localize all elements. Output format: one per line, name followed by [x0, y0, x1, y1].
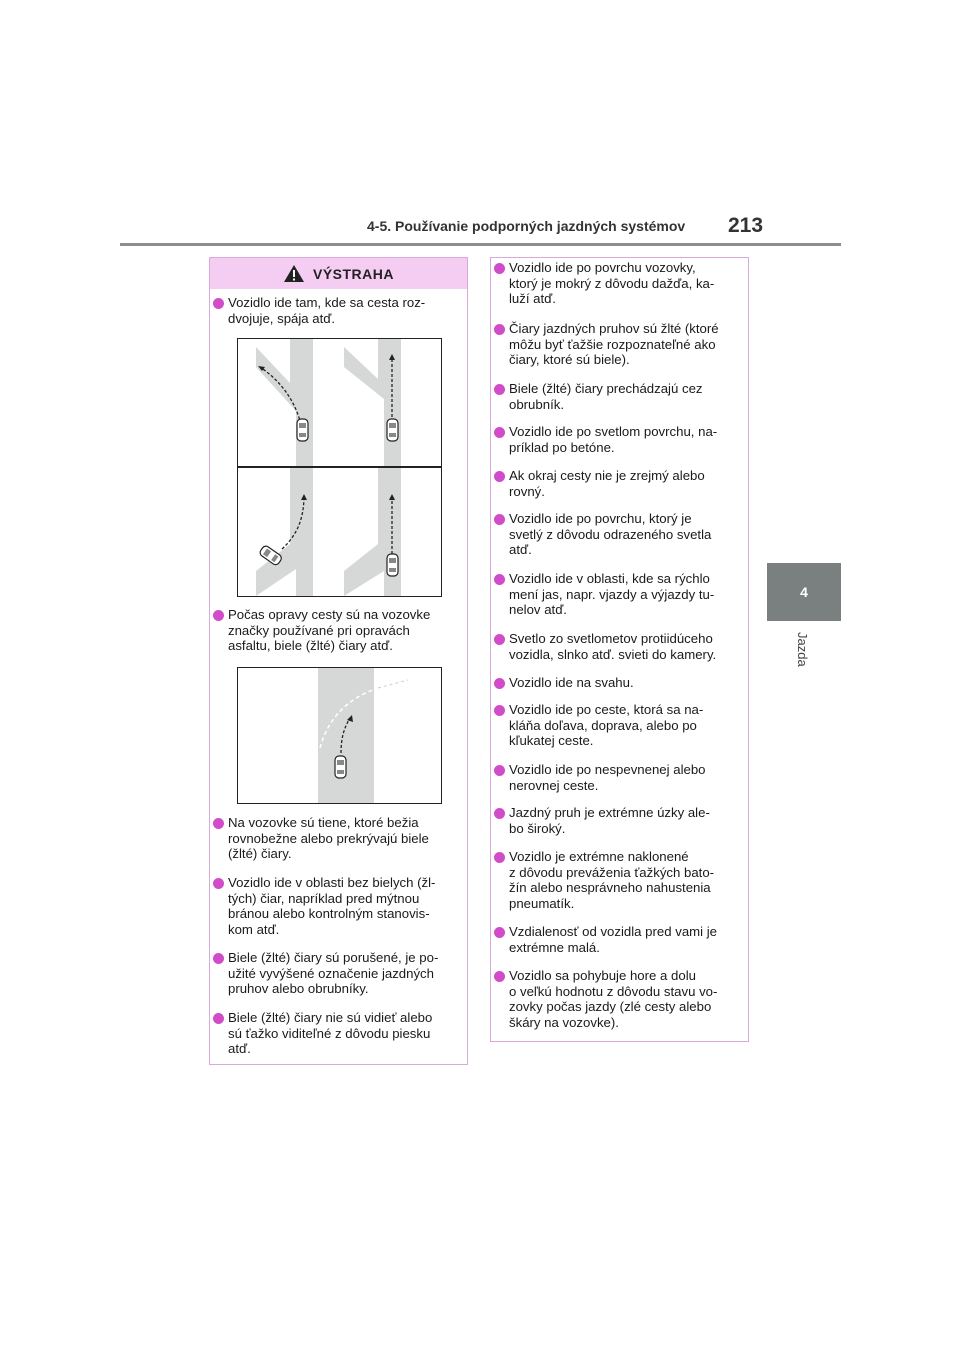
page-number: 213	[728, 214, 764, 237]
bullet-icon	[494, 514, 505, 525]
list-item-text: Počas opravy cesty sú na vozovke značky používané pri opravách asfaltu, biele (žlté) čiary atď.	[228, 607, 431, 653]
warning-title: VÝSTRAHA	[312, 265, 394, 282]
list-item-text: Vozidlo ide po povrchu, ktorý je svetlý z dôvodu odrazeného svetla atď.	[509, 511, 712, 557]
list-item-text: Vozidlo ide v oblasti bez bielych (žl- tých) čiar, napríklad pred mýtnou bránou alebo kontrolným stanovis- kom atď.	[228, 875, 436, 937]
list-item	[213, 1010, 465, 1057]
list-item-text: Vozidlo je extrémne naklonené z dôvodu preváženia ťažkých bato- žín alebo nesprávneho nahustenia pneumatík.	[509, 849, 715, 911]
list-item	[494, 849, 746, 911]
list-item-text: Vozidlo ide po nespevnenej alebo nerovnej ceste.	[509, 762, 706, 793]
list-item-text: Vozidlo ide po povrchu vozovky, ktorý je mokrý z dôvodu dažďa, ka- luží atď.	[509, 260, 715, 306]
list-item	[494, 702, 746, 749]
warning-header	[210, 258, 467, 289]
list-item	[494, 924, 746, 955]
list-item	[213, 295, 465, 326]
list-item-text: Čiary jazdných pruhov sú žlté (ktoré môžu byť ťažšie rozpoznateľné ako čiary, ktoré sú biele).	[509, 321, 719, 367]
bullet-icon	[494, 705, 505, 716]
bullet-icon	[494, 574, 505, 585]
list-item-text: Vozidlo sa pohybuje hore a dolu o veľkú hodnotu z dôvodu stavu vo- zovky počas jazdy (zlé cesty alebo škáry na vozovke).	[509, 968, 718, 1030]
bullet-icon	[494, 971, 505, 982]
bullet-icon	[213, 298, 224, 309]
list-item-text: Vozidlo ide po ceste, ktorá sa na- kláňa doľava, doprava, alebo po kľukatej ceste.	[509, 702, 704, 748]
list-item-text: Vzdialenosť od vozidla pred vami je extrémne malá.	[509, 924, 717, 955]
bullet-icon	[213, 953, 224, 964]
bullet-icon	[213, 610, 224, 621]
list-item	[213, 607, 465, 654]
header-divider	[120, 243, 841, 246]
car-icon	[335, 756, 346, 778]
chapter-tab[interactable]	[767, 563, 841, 621]
list-item-text: Vozidlo ide tam, kde sa cesta roz- dvojuje, spája atď.	[228, 295, 426, 326]
bullet-icon	[494, 852, 505, 863]
list-item	[494, 631, 746, 662]
list-item-text: Biele (žlté) čiary nie sú vidieť alebo sú ťažko viditeľné z dôvodu piesku atď.	[228, 1010, 433, 1056]
car-icon	[297, 419, 308, 441]
list-item	[494, 571, 746, 618]
list-item-text: Jazdný pruh je extrémne úzky ale- bo široký.	[509, 805, 710, 836]
bullet-icon	[494, 634, 505, 645]
road-repair-figure	[237, 667, 442, 804]
list-item	[213, 815, 465, 862]
list-item	[494, 260, 746, 307]
lane-split-figure	[237, 338, 442, 597]
list-item-text: Na vozovke sú tiene, ktoré bežia rovnobežne alebo prekrývajú biele (žlté) čiary.	[228, 815, 429, 861]
bullet-icon	[494, 927, 505, 938]
chapter-number: 4	[800, 584, 808, 600]
section-title: 4-5. Používanie podporných jazdných systémov	[367, 218, 686, 234]
list-item	[494, 468, 746, 499]
list-item	[494, 762, 746, 793]
chapter-label: Jazda	[795, 632, 810, 667]
list-item-text: Vozidlo ide po svetlom povrchu, na- príklad po betóne.	[509, 424, 718, 455]
bullet-icon	[494, 808, 505, 819]
car-icon	[387, 554, 398, 576]
list-item	[494, 968, 746, 1030]
bullet-icon	[494, 384, 505, 395]
bullet-icon	[494, 263, 505, 274]
list-item	[494, 675, 746, 691]
list-item-text: Vozidlo ide v oblasti, kde sa rýchlo mení jas, napr. vjazdy a výjazdy tu- nelov atď.	[509, 571, 715, 617]
car-icon	[387, 419, 398, 441]
road-repair-illustration	[238, 668, 441, 803]
list-item-text: Ak okraj cesty nie je zrejmý alebo rovný.	[509, 468, 705, 499]
bullet-icon	[213, 818, 224, 829]
list-item-text: Biele (žlté) čiary sú porušené, je po- užité vyvýšené označenie jazdných pruhov alebo obrubníky.	[228, 950, 439, 996]
list-item	[213, 950, 465, 997]
list-item-text: Biele (žlté) čiary prechádzajú cez obrubník.	[509, 381, 703, 412]
list-item-text: Vozidlo ide na svahu.	[509, 675, 634, 690]
list-item	[494, 381, 746, 412]
list-item	[494, 805, 746, 836]
warning-continued-box	[490, 257, 749, 1042]
bullet-icon	[494, 678, 505, 689]
lane-split-illustration	[238, 339, 441, 596]
list-item	[213, 875, 465, 937]
list-item-text: Svetlo zo svetlometov protiidúceho vozidla, slnko atď. svieti do kamery.	[509, 631, 717, 662]
bullet-icon	[494, 427, 505, 438]
bullet-icon	[213, 878, 224, 889]
bullet-icon	[494, 471, 505, 482]
bullet-icon	[213, 1013, 224, 1024]
bullet-icon	[494, 765, 505, 776]
warning-triangle-icon	[283, 264, 305, 283]
list-item	[494, 424, 746, 455]
list-item	[494, 511, 746, 558]
list-item	[494, 321, 746, 368]
bullet-icon	[494, 324, 505, 335]
warning-box	[209, 257, 468, 1065]
